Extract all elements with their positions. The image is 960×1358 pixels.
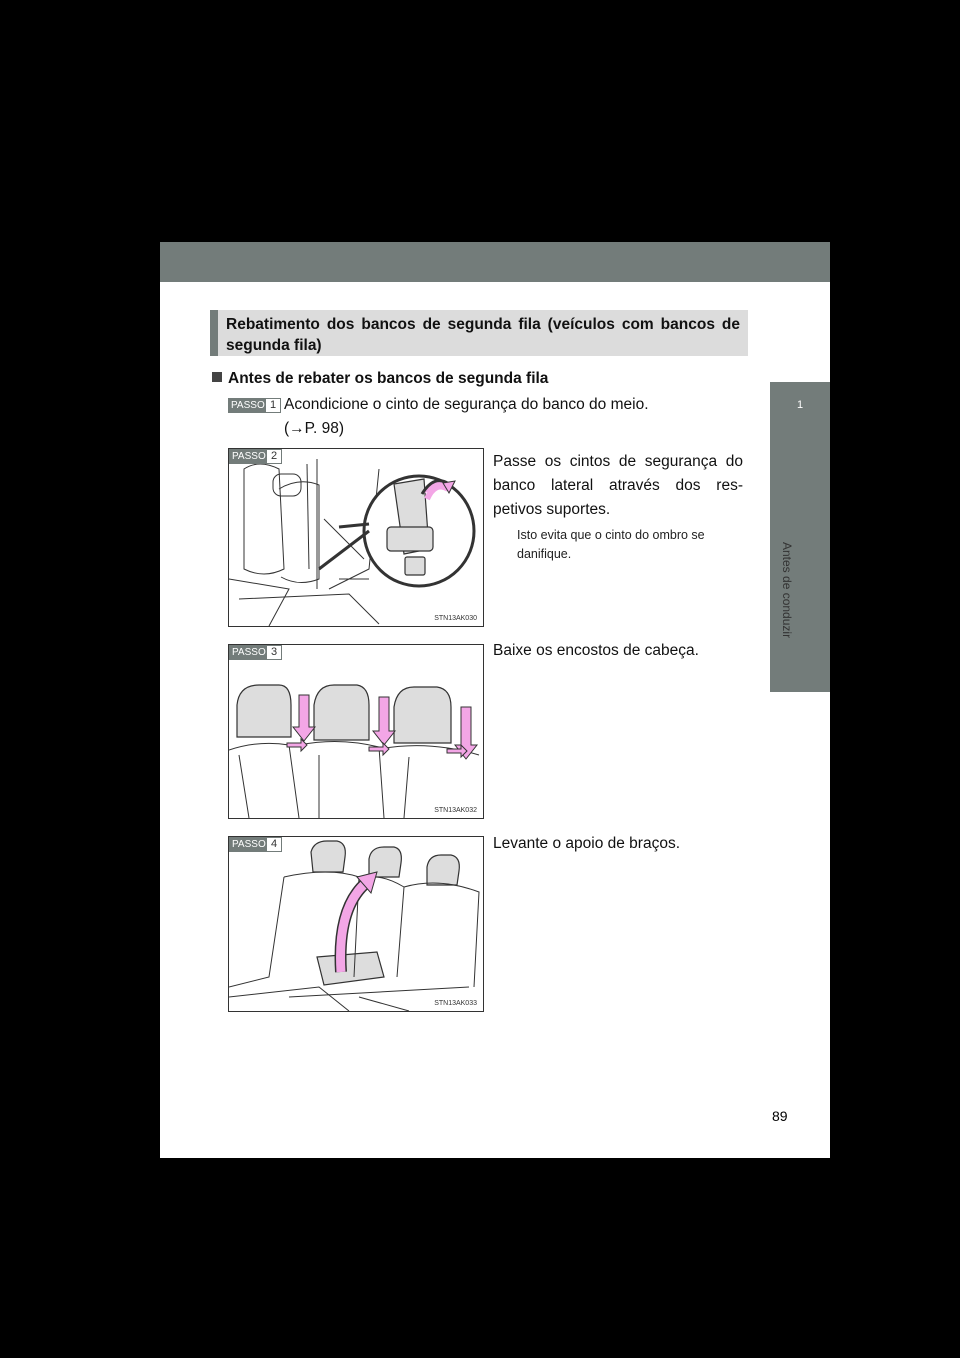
top-band (160, 242, 830, 282)
page-number: 89 (772, 1108, 788, 1124)
figure-step-3 (228, 644, 484, 819)
chapter-label: Antes de conduzir (780, 542, 794, 639)
figure-code: STN13AK032 (434, 807, 477, 814)
subheading: Antes de rebater os bancos de segunda fila (212, 370, 548, 388)
step-2-note: Isto evita que o cinto do ombro se danifique. (517, 528, 705, 561)
step-2-text: Passe os cintos de segurança do banco lateral através dos res-petivos suportes. (493, 453, 743, 518)
step-badge-4: PASSO 4 (229, 837, 282, 852)
figure-step-4 (228, 836, 484, 1012)
step-1-text: Acondicione o cinto de segurança do banco do meio. (284, 396, 649, 413)
section-title: Rebatimento dos bancos de segunda fila (veículos com bancos de segunda fila) (210, 310, 748, 356)
figure-step-2 (228, 448, 484, 627)
step-badge-3: PASSO 3 (229, 645, 282, 660)
square-bullet-icon (212, 372, 222, 382)
chapter-number: 1 (796, 399, 804, 411)
step-3-text: Baixe os encostos de cabeça. (493, 642, 699, 659)
manual-page (160, 242, 830, 1158)
step-badge-1: PASSO 1 (228, 398, 281, 413)
figure-code: STN13AK030 (434, 615, 477, 622)
step-4-text: Levante o apoio de braços. (493, 835, 680, 852)
step-1-reference: (→P. 98) (284, 420, 345, 437)
step-badge-2: PASSO 2 (229, 449, 282, 464)
figure-code: STN13AK033 (434, 1000, 477, 1007)
